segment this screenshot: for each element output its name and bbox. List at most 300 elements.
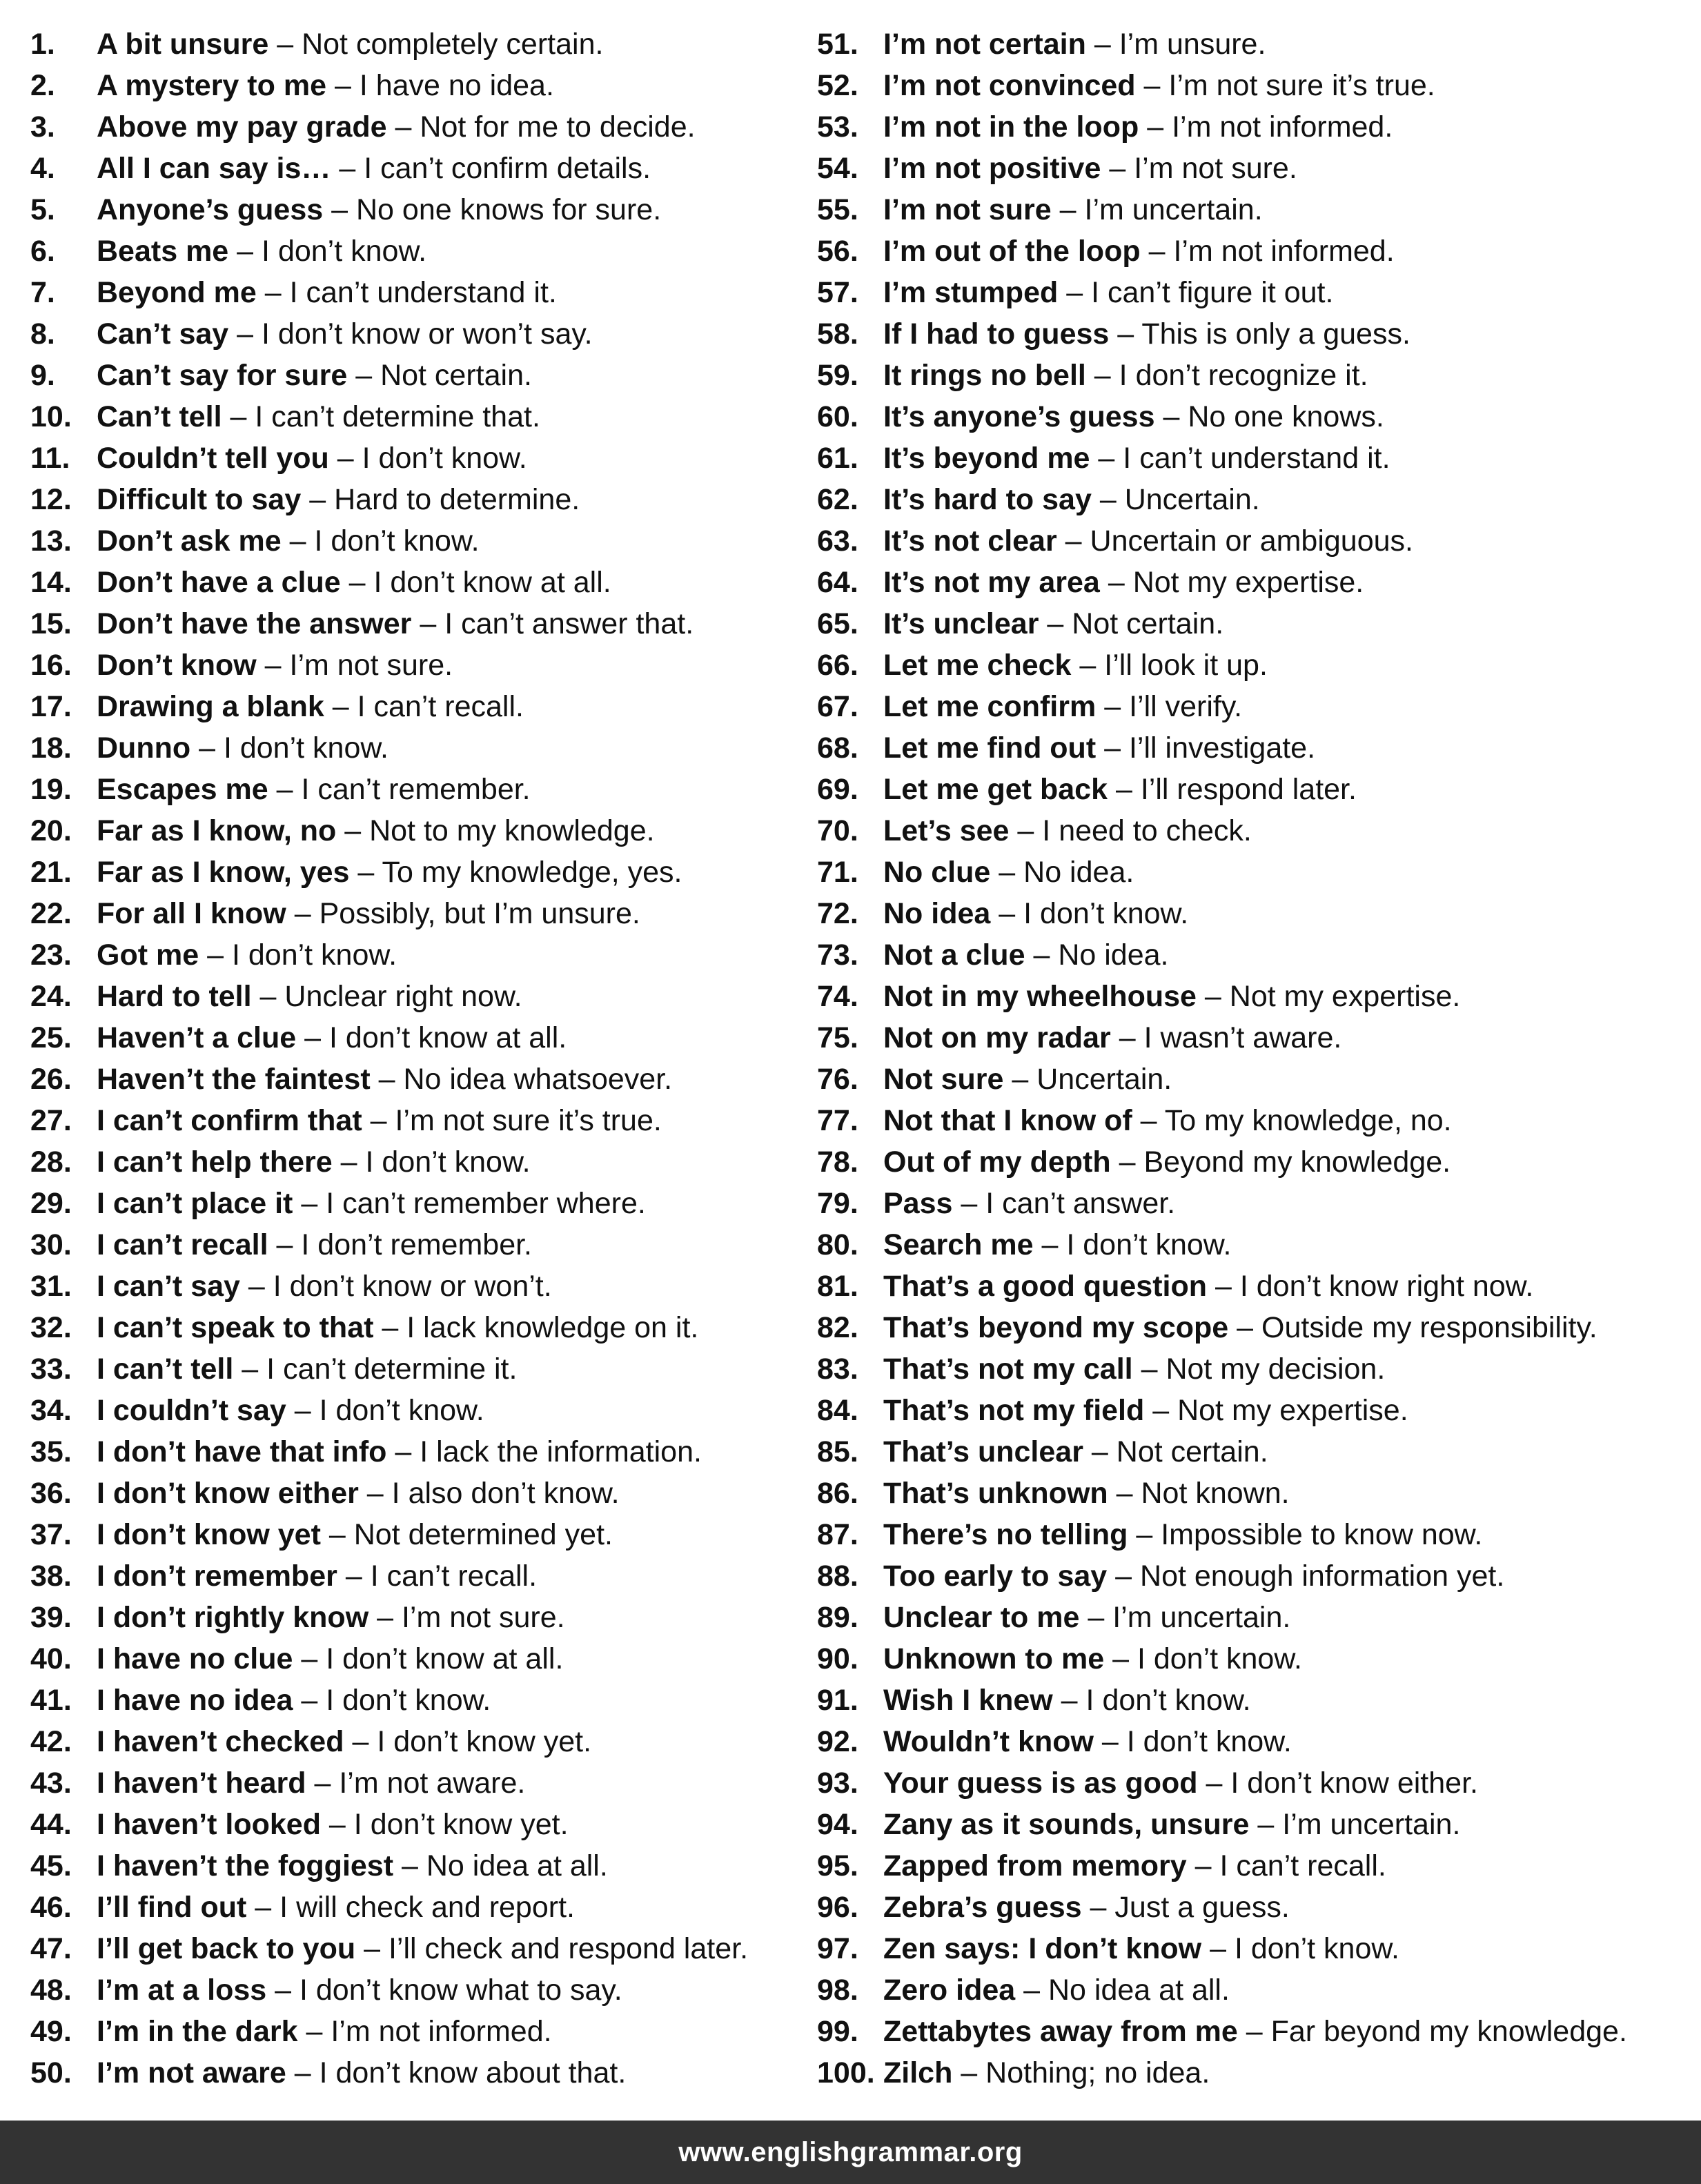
phrase-entry — [30, 313, 810, 355]
entry-number: 58. — [817, 317, 858, 351]
entry-number: 18. — [30, 731, 72, 765]
entry-number: 35. — [30, 1435, 72, 1468]
entry-phrase: Escapes me — [97, 773, 268, 806]
entry-phrase: It rings no bell — [883, 359, 1086, 392]
entry-meaning: I don’t know about that. — [319, 2056, 627, 2089]
entry-number: 15. — [30, 607, 72, 640]
entry-text — [883, 934, 1169, 976]
entry-phrase: Not that I know of — [883, 1104, 1132, 1137]
entry-separator: – — [1079, 649, 1097, 682]
phrase-entry — [817, 1431, 1693, 1473]
entry-meaning: I don’t know either. — [1230, 1767, 1478, 1800]
entry-text — [97, 189, 661, 230]
phrase-entry — [817, 1224, 1693, 1266]
entry-separator: – — [314, 1767, 331, 1800]
entry-text — [883, 2011, 1627, 2052]
entry-number: 55. — [817, 193, 858, 226]
entry-separator: – — [264, 649, 282, 682]
entry-separator: – — [1061, 1684, 1078, 1717]
entry-text — [883, 479, 1260, 520]
entry-separator: – — [348, 566, 366, 599]
entry-number: 32. — [30, 1311, 72, 1344]
entry-phrase: Haven’t a clue — [97, 1021, 297, 1054]
entry-phrase: I’m not sure — [883, 193, 1052, 226]
entry-text — [97, 230, 426, 272]
phrase-entry — [817, 272, 1693, 313]
entry-separator: – — [1148, 235, 1166, 268]
entry-phrase: I can’t help there — [97, 1145, 333, 1179]
phrase-entry — [30, 23, 810, 65]
entry-text — [883, 272, 1333, 313]
entry-separator: – — [264, 276, 282, 309]
entry-text — [883, 189, 1263, 230]
entry-text — [883, 1969, 1230, 2011]
phrase-entry — [817, 1183, 1693, 1224]
entry-separator: – — [237, 317, 254, 351]
phrase-entry — [30, 1845, 810, 1887]
phrase-entry — [30, 355, 810, 396]
phrase-entry — [30, 1928, 810, 1969]
entry-phrase: I haven’t looked — [97, 1808, 321, 1841]
entry-number: 44. — [30, 1808, 72, 1841]
entry-separator: – — [1204, 980, 1221, 1013]
entry-separator: – — [1066, 276, 1083, 309]
entry-phrase: That’s unknown — [883, 1477, 1108, 1510]
entry-separator: – — [337, 442, 354, 475]
entry-text — [883, 1224, 1231, 1266]
entry-number: 10. — [30, 400, 72, 433]
entry-phrase: Got me — [97, 938, 199, 972]
entry-number: 71. — [817, 856, 858, 889]
phrase-entry — [30, 1514, 810, 1555]
entry-text — [883, 437, 1390, 479]
entry-number: 63. — [817, 524, 858, 558]
entry-separator: – — [1210, 1932, 1226, 1965]
entry-phrase: I don’t know either — [97, 1477, 359, 1510]
entry-meaning: I don’t know. — [365, 1145, 531, 1179]
entry-meaning: Not certain. — [380, 359, 532, 392]
entry-phrase: Zero idea — [883, 1974, 1016, 2007]
phrase-entry — [30, 686, 810, 727]
entry-phrase: Don’t have a clue — [97, 566, 341, 599]
entry-text — [97, 603, 694, 645]
entry-phrase: Zebra’s guess — [883, 1891, 1082, 1924]
entry-separator: – — [1101, 1725, 1119, 1758]
entry-meaning: I lack knowledge on it. — [406, 1311, 699, 1344]
entry-separator: – — [1136, 1518, 1153, 1551]
entry-separator: – — [230, 400, 247, 433]
phrase-entry — [817, 1887, 1693, 1928]
entry-number: 46. — [30, 1891, 72, 1924]
entry-phrase: Search me — [883, 1228, 1034, 1261]
phrase-entry — [817, 1141, 1693, 1183]
entry-meaning: I’m not sure. — [401, 1601, 565, 1634]
entry-separator: – — [366, 1477, 384, 1510]
phrase-entry — [817, 810, 1693, 852]
entry-phrase: Beyond me — [97, 276, 257, 309]
entry-text — [883, 893, 1188, 934]
entry-separator: – — [370, 1104, 387, 1137]
entry-separator: – — [1065, 524, 1082, 558]
entry-text — [883, 1183, 1175, 1224]
phrase-entry — [30, 727, 810, 769]
entry-meaning: Uncertain. — [1036, 1063, 1172, 1096]
entry-separator: – — [294, 2056, 311, 2089]
entry-phrase: Out of my depth — [883, 1145, 1111, 1179]
entry-text — [97, 1473, 620, 1514]
entry-text — [97, 1431, 702, 1473]
entry-phrase: I’ll get back to you — [97, 1932, 356, 1965]
entry-text — [97, 2011, 552, 2052]
entry-number: 27. — [30, 1104, 72, 1137]
entry-meaning: I don’t know. — [1085, 1684, 1251, 1717]
phrase-entry — [817, 148, 1693, 189]
entry-number: 4. — [30, 152, 55, 185]
entry-separator: – — [1108, 566, 1125, 599]
phrase-entry — [817, 1804, 1693, 1845]
entry-number: 52. — [817, 69, 858, 102]
entry-number: 2. — [30, 69, 55, 102]
entry-number: 72. — [817, 897, 858, 930]
entry-separator: – — [999, 856, 1016, 889]
entry-separator: – — [1206, 1767, 1223, 1800]
entry-meaning: No idea. — [1023, 856, 1134, 889]
entry-separator: – — [1152, 1394, 1170, 1427]
entry-text — [883, 1928, 1399, 1969]
entry-meaning: Nothing; no idea. — [985, 2056, 1210, 2089]
entry-separator: – — [961, 2056, 978, 2089]
phrase-entry — [30, 976, 810, 1017]
entry-separator: – — [1023, 1974, 1041, 2007]
phrase-entry — [817, 106, 1693, 148]
entry-number: 57. — [817, 276, 858, 309]
entry-separator: – — [345, 1560, 362, 1593]
entry-phrase: It’s beyond me — [883, 442, 1090, 475]
entry-phrase: I can’t speak to that — [97, 1311, 374, 1344]
entry-separator: – — [1098, 442, 1115, 475]
phrase-entry — [30, 272, 810, 313]
entry-phrase: I don’t remember — [97, 1560, 337, 1593]
entry-meaning: Not my expertise. — [1229, 980, 1461, 1013]
entry-phrase: I have no idea — [97, 1684, 293, 1717]
phrase-entry — [817, 769, 1693, 810]
phrase-entry — [817, 1059, 1693, 1100]
entry-text — [97, 1597, 565, 1638]
entry-phrase: I’m not convinced — [883, 69, 1136, 102]
entry-number: 36. — [30, 1477, 72, 1510]
entry-phrase: Couldn’t tell you — [97, 442, 329, 475]
entry-phrase: That’s a good question — [883, 1270, 1208, 1303]
phrase-entry — [817, 355, 1693, 396]
phrase-entry — [817, 1266, 1693, 1307]
entry-phrase: No idea — [883, 897, 991, 930]
entry-meaning: I don’t know. — [326, 1684, 491, 1717]
entry-number: 8. — [30, 317, 55, 351]
entry-number: 91. — [817, 1684, 858, 1717]
entry-number: 70. — [817, 814, 858, 847]
phrase-entry — [817, 1390, 1693, 1431]
entry-number: 47. — [30, 1932, 72, 1965]
entry-separator: – — [352, 1725, 369, 1758]
entry-number: 20. — [30, 814, 72, 847]
entry-separator: – — [237, 235, 254, 268]
entry-number: 80. — [817, 1228, 858, 1261]
phrase-entry — [30, 1555, 810, 1597]
entry-number: 86. — [817, 1477, 858, 1510]
entry-text — [97, 1224, 532, 1266]
entry-text — [883, 23, 1266, 65]
entry-text — [97, 313, 593, 355]
entry-text — [97, 810, 655, 852]
entry-phrase: All I can say is… — [97, 152, 331, 185]
entry-phrase: Can’t say — [97, 317, 229, 351]
phrase-entry — [30, 810, 810, 852]
entry-separator: – — [309, 483, 326, 516]
entry-phrase: Don’t have the answer — [97, 607, 412, 640]
entry-separator: – — [255, 1891, 272, 1924]
entry-meaning: Not my decision. — [1166, 1352, 1386, 1386]
entry-separator: – — [207, 938, 224, 972]
phrase-entry — [817, 2011, 1693, 2052]
entry-number: 56. — [817, 235, 858, 268]
entry-meaning: I wasn’t aware. — [1143, 1021, 1342, 1054]
entry-phrase: Not a clue — [883, 938, 1025, 972]
entry-phrase: That’s not my field — [883, 1394, 1145, 1427]
entry-phrase: Zettabytes away from me — [883, 2015, 1238, 2048]
phrase-entry — [817, 603, 1693, 645]
entry-number: 89. — [817, 1601, 858, 1634]
entry-meaning: I don’t know. — [223, 731, 389, 765]
entry-separator: – — [276, 1228, 293, 1261]
entry-number: 23. — [30, 938, 72, 972]
entry-phrase: Let me check — [883, 649, 1072, 682]
entry-number: 33. — [30, 1352, 72, 1386]
entry-phrase: Unclear to me — [883, 1601, 1080, 1634]
entry-text — [883, 1348, 1385, 1390]
entry-meaning: Far beyond my knowledge. — [1270, 2015, 1627, 2048]
entry-meaning: Not my expertise. — [1177, 1394, 1408, 1427]
entry-text — [883, 976, 1460, 1017]
entry-meaning: I don’t know what to say. — [299, 1974, 622, 2007]
entry-number: 83. — [817, 1352, 858, 1386]
entry-separator: – — [277, 28, 294, 61]
entry-number: 68. — [817, 731, 858, 765]
entry-text — [883, 355, 1368, 396]
entry-number: 48. — [30, 1974, 72, 2007]
phrase-entry — [817, 230, 1693, 272]
phrase-entry — [817, 1473, 1693, 1514]
entry-number: 37. — [30, 1518, 72, 1551]
entry-number: 11. — [30, 442, 70, 475]
entry-separator: – — [331, 193, 348, 226]
entry-meaning: Not my expertise. — [1132, 566, 1364, 599]
entry-number: 79. — [817, 1187, 858, 1220]
entry-number: 88. — [817, 1560, 858, 1593]
entry-number: 96. — [817, 1891, 858, 1924]
entry-phrase: It’s anyone’s guess — [883, 400, 1155, 433]
phrase-entry — [817, 1928, 1693, 1969]
entry-number: 67. — [817, 690, 858, 723]
entry-number: 93. — [817, 1767, 858, 1800]
entry-separator: – — [1094, 359, 1111, 392]
entry-meaning: To my knowledge, no. — [1164, 1104, 1452, 1137]
phrase-entry — [817, 893, 1693, 934]
entry-separator: – — [378, 1063, 395, 1096]
phrase-entry — [817, 437, 1693, 479]
phrase-entry — [30, 2011, 810, 2052]
entry-separator: – — [199, 731, 215, 765]
entry-separator: – — [1163, 400, 1180, 433]
entry-number: 45. — [30, 1849, 72, 1882]
entry-separator: – — [340, 1145, 357, 1179]
entry-meaning: Unclear right now. — [284, 980, 522, 1013]
entry-number: 31. — [30, 1270, 72, 1303]
entry-phrase: I have no clue — [97, 1642, 293, 1675]
entry-phrase: Don’t ask me — [97, 524, 282, 558]
entry-number: 78. — [817, 1145, 858, 1179]
entry-text — [883, 686, 1242, 727]
entry-text — [883, 1555, 1504, 1597]
entry-meaning: I can’t determine that. — [255, 400, 540, 433]
entry-number: 34. — [30, 1394, 72, 1427]
entry-separator: – — [961, 1187, 978, 1220]
entry-number: 17. — [30, 690, 72, 723]
entry-meaning: I’m uncertain. — [1084, 193, 1263, 226]
entry-phrase: Wish I knew — [883, 1684, 1053, 1717]
entry-separator: – — [275, 1974, 292, 2007]
entry-separator: – — [357, 856, 375, 889]
entry-text — [883, 1141, 1451, 1183]
entry-meaning: I’ll check and respond later. — [388, 1932, 749, 1965]
entry-meaning: I’m unsure. — [1119, 28, 1266, 61]
footer-website-link[interactable]: www.englishgrammar.org — [678, 2136, 1023, 2167]
entry-text — [883, 396, 1384, 437]
phrase-entry — [817, 686, 1693, 727]
entry-text — [97, 1307, 698, 1348]
entry-separator: – — [395, 110, 412, 144]
entry-text — [97, 852, 682, 893]
entry-number: 74. — [817, 980, 858, 1013]
entry-text — [97, 520, 480, 562]
entry-text — [97, 562, 611, 603]
entry-meaning: I don’t know. — [262, 235, 427, 268]
entry-separator: – — [1091, 1435, 1108, 1468]
entry-separator: – — [1194, 1849, 1212, 1882]
entry-meaning: I can’t recall. — [1219, 1849, 1386, 1882]
entry-separator: – — [304, 1021, 322, 1054]
entry-text — [97, 1390, 484, 1431]
entry-phrase: I’m not aware — [97, 2056, 286, 2089]
entry-phrase: I don’t have that info — [97, 1435, 387, 1468]
entry-text — [883, 1473, 1290, 1514]
entry-meaning: No idea at all. — [1048, 1974, 1230, 2007]
entry-number: 73. — [817, 938, 858, 972]
entry-number: 94. — [817, 1808, 858, 1841]
entry-text — [883, 1514, 1482, 1555]
entry-phrase: It’s hard to say — [883, 483, 1092, 516]
entry-separator: – — [294, 1394, 311, 1427]
entry-text — [883, 1100, 1452, 1141]
entry-text — [883, 2052, 1210, 2094]
entry-phrase: I’m at a loss — [97, 1974, 267, 2007]
phrase-entry — [817, 1969, 1693, 2011]
entry-separator: – — [332, 690, 349, 723]
entry-separator: – — [294, 897, 311, 930]
entry-phrase: Difficult to say — [97, 483, 302, 516]
entry-meaning: I’m not informed. — [1172, 110, 1393, 144]
entry-meaning: I don’t know. — [314, 524, 480, 558]
entry-text — [97, 1680, 491, 1721]
entry-text — [883, 65, 1435, 106]
entry-meaning: Impossible to know now. — [1161, 1518, 1483, 1551]
entry-meaning: Hard to determine. — [334, 483, 580, 516]
phrase-entry — [30, 1100, 810, 1141]
entry-number: 6. — [30, 235, 55, 268]
entry-separator: – — [1143, 69, 1161, 102]
phrase-entry — [30, 230, 810, 272]
entry-separator: – — [276, 773, 293, 806]
phrase-entry — [817, 562, 1693, 603]
entry-number: 81. — [817, 1270, 858, 1303]
entry-separator: – — [1012, 1063, 1029, 1096]
entry-text — [883, 1307, 1597, 1348]
entry-separator: – — [306, 2015, 323, 2048]
entry-text — [97, 645, 453, 686]
entry-separator: – — [289, 524, 306, 558]
entry-separator: – — [1141, 1352, 1158, 1386]
phrase-entry — [817, 313, 1693, 355]
entry-separator: – — [1237, 1311, 1254, 1344]
entry-number: 99. — [817, 2015, 858, 2048]
phrase-entry — [817, 852, 1693, 893]
entry-text — [883, 1390, 1408, 1431]
entry-number: 66. — [817, 649, 858, 682]
entry-phrase: I’m not certain — [883, 28, 1086, 61]
phrase-entry — [30, 1183, 810, 1224]
entry-number: 84. — [817, 1394, 858, 1427]
entry-text — [97, 1638, 563, 1680]
phrase-entry — [817, 1638, 1693, 1680]
entry-separator: – — [402, 1849, 418, 1882]
entry-text — [97, 1845, 608, 1887]
phrase-entry — [817, 1845, 1693, 1887]
phrase-entry — [30, 562, 810, 603]
entry-text — [97, 1721, 591, 1762]
entry-meaning: I’m not sure it’s true. — [395, 1104, 662, 1137]
phrase-entry — [30, 645, 810, 686]
phrase-entry — [30, 1390, 810, 1431]
entry-number: 3. — [30, 110, 55, 144]
entry-meaning: I can’t understand it. — [289, 276, 557, 309]
phrase-entry — [817, 65, 1693, 106]
entry-phrase: Let me confirm — [883, 690, 1097, 723]
entry-separator: – — [377, 1601, 394, 1634]
entry-number: 42. — [30, 1725, 72, 1758]
entry-text — [883, 1762, 1478, 1804]
entry-number: 53. — [817, 110, 858, 144]
entry-phrase: I’m out of the loop — [883, 235, 1141, 268]
entry-phrase: I haven’t checked — [97, 1725, 344, 1758]
entry-separator: – — [999, 897, 1016, 930]
entry-meaning: I don’t know. — [319, 1394, 484, 1427]
phrase-entry — [817, 1307, 1693, 1348]
entry-text — [97, 23, 603, 65]
phrase-entry — [30, 603, 810, 645]
entry-meaning: I can’t answer. — [985, 1187, 1176, 1220]
entry-text — [883, 562, 1364, 603]
entry-text — [883, 603, 1223, 645]
phrase-entry — [30, 189, 810, 230]
